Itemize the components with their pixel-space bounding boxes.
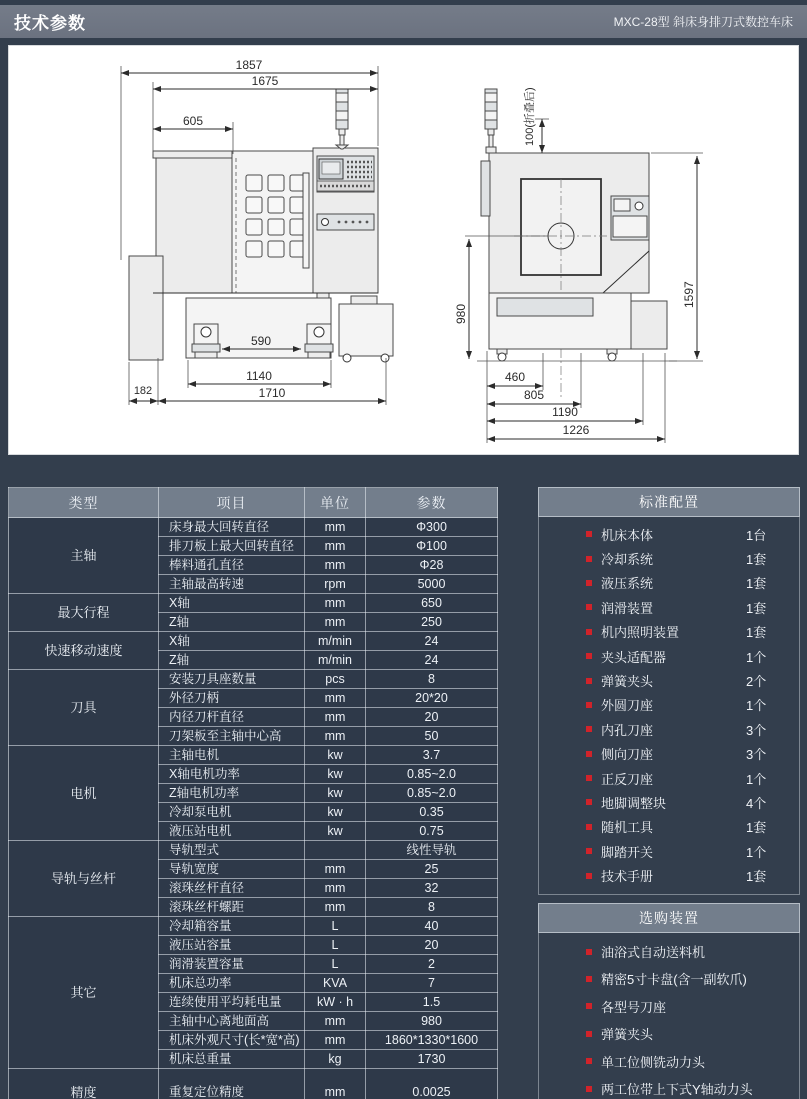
config-item-label: 脚踏开关 <box>601 844 654 860</box>
bullet-icon <box>586 873 592 879</box>
spec-unit-cell: mm <box>305 556 366 575</box>
spec-item-cell: 机床总功率 <box>159 974 305 993</box>
config-item <box>539 938 799 965</box>
spec-item-cell: 棒料通孔直径 <box>159 556 305 575</box>
bullet-icon <box>586 1003 592 1009</box>
section-gap <box>538 895 800 903</box>
dimension-label: 980 <box>454 303 468 324</box>
spec-item-cell: 内径刀杆直径 <box>159 708 305 727</box>
spec-unit-cell: mm <box>305 1012 366 1031</box>
config-item <box>539 717 799 741</box>
config-item <box>539 620 799 644</box>
config-item <box>539 839 799 863</box>
config-item <box>539 668 799 692</box>
spec-unit-cell: pcs <box>305 670 366 689</box>
spec-item-cell: 连续使用平均耗电量 <box>159 993 305 1012</box>
spec-value-cell: 线性导轨 <box>366 841 498 860</box>
dimension-label: 1675 <box>251 74 279 88</box>
spec-item-cell: 机床外观尺寸(长*宽*高) <box>159 1031 305 1050</box>
spec-item-cell: 导轨型式 <box>159 841 305 860</box>
spec-item-cell: 液压站电机 <box>159 822 305 841</box>
spec-unit-cell: kW · h <box>305 993 366 1012</box>
spec-unit-cell: KVA <box>305 974 366 993</box>
spec-unit-cell: rpm <box>305 575 366 594</box>
config-item-label: 机内照明装置 <box>601 625 680 641</box>
config-item <box>539 1075 799 1099</box>
config-panel <box>538 487 800 1099</box>
spec-table <box>8 487 498 1099</box>
dimension-label: 1140 <box>246 369 272 383</box>
spec-type-cell: 其它 <box>9 917 159 1069</box>
spec-item-cell: 润滑装置容量 <box>159 955 305 974</box>
spec-value-cell: 20 <box>366 708 498 727</box>
spec-item-cell: Z轴 <box>159 651 305 670</box>
spec-unit-cell: m/min <box>305 632 366 651</box>
spec-unit-cell: kg <box>305 1050 366 1069</box>
bullet-icon <box>586 531 592 537</box>
spec-row <box>9 518 498 537</box>
optional-config-header: 选购装置 <box>538 903 800 933</box>
bullet-icon <box>586 751 592 757</box>
bullet-icon <box>586 556 592 562</box>
config-item-label: 单工位侧铣动力头 <box>601 1054 706 1070</box>
bullet-icon <box>586 775 592 781</box>
spec-type-cell: 主轴 <box>9 518 159 594</box>
bullet-icon <box>586 653 592 659</box>
spec-value-cell: 8 <box>366 898 498 917</box>
spec-unit-cell: kw <box>305 822 366 841</box>
config-item-label: 两工位带上下式Y轴动力头 <box>601 1082 753 1097</box>
spec-unit-cell: mm <box>305 860 366 879</box>
spec-item-cell: 主轴电机 <box>159 746 305 765</box>
spec-value-cell: 40 <box>366 917 498 936</box>
config-item-qty: 1台 <box>746 527 767 543</box>
spec-unit-cell: mm <box>305 537 366 556</box>
config-item <box>539 766 799 790</box>
config-item-qty: 1个 <box>746 649 767 665</box>
side-view <box>454 87 703 443</box>
bullet-icon <box>586 848 592 854</box>
spec-unit-cell: mm <box>305 613 366 632</box>
config-item-label: 地脚调整块 <box>601 795 667 811</box>
spec-unit-cell: L <box>305 955 366 974</box>
config-item <box>539 693 799 717</box>
spec-type-cell: 导轨与丝杆 <box>9 841 159 917</box>
config-item-qty: 3个 <box>746 747 767 763</box>
spec-unit-cell: L <box>305 917 366 936</box>
dimension-label: 182 <box>133 385 153 397</box>
config-item <box>539 546 799 570</box>
spec-unit-cell: mm <box>305 708 366 727</box>
spec-unit-cell <box>305 841 366 860</box>
bullet-icon <box>586 949 592 955</box>
spec-unit-cell: mm <box>305 594 366 613</box>
config-item-label: 正反刀座 <box>601 771 654 787</box>
config-item <box>539 644 799 668</box>
spec-row <box>9 1069 498 1099</box>
dimension-label: 1226 <box>562 423 590 437</box>
config-item-label: 技术手册 <box>601 869 654 885</box>
spec-value-cell: 1730 <box>366 1050 498 1069</box>
spec-value-cell: Φ100 <box>366 537 498 556</box>
config-item-label: 精密5寸卡盘(含一副软爪) <box>601 972 747 988</box>
config-item-label: 冷却系统 <box>601 552 654 568</box>
spec-value-cell: 24 <box>366 651 498 670</box>
dimension-label: 1857 <box>235 58 263 72</box>
config-item-qty: 3个 <box>746 722 767 738</box>
dimension-label: 1190 <box>552 405 578 419</box>
spec-value-cell: 20*20 <box>366 689 498 708</box>
spec-row <box>9 841 498 860</box>
spec-value-cell: 5000 <box>366 575 498 594</box>
col-header-item: 项目 <box>159 488 305 518</box>
spec-value-cell: 250 <box>366 613 498 632</box>
spec-row <box>9 632 498 651</box>
config-item-qty: 1套 <box>746 820 767 836</box>
spec-table-body <box>9 518 498 1099</box>
spec-row <box>9 670 498 689</box>
spec-item-cell: 排刀板上最大回转直径 <box>159 537 305 556</box>
technical-drawing-panel <box>8 45 799 455</box>
config-item-label: 液压系统 <box>601 576 654 592</box>
machine-drawing <box>9 46 800 456</box>
spec-row <box>9 594 498 613</box>
config-item-label: 弹簧夹头 <box>601 1027 654 1043</box>
spec-value-cell: 50 <box>366 727 498 746</box>
spec-item-cell: X轴电机功率 <box>159 765 305 784</box>
spec-unit-cell: m/min <box>305 651 366 670</box>
spec-value-cell: 1.5 <box>366 993 498 1012</box>
config-item <box>539 742 799 766</box>
col-header-param: 参数 <box>366 488 498 518</box>
config-item-label: 各型号刀座 <box>601 999 667 1015</box>
optional-config-list <box>538 933 800 1099</box>
bullet-icon <box>586 1031 592 1037</box>
config-item <box>539 993 799 1020</box>
dimension-label: 590 <box>250 334 272 348</box>
config-item-label: 机床本体 <box>601 527 654 543</box>
spec-value-cell: 20 <box>366 936 498 955</box>
spec-unit-cell: mm <box>305 518 366 537</box>
dimension-label: 100(折叠后) <box>524 87 536 146</box>
config-item-label: 弹簧夹头 <box>601 674 654 690</box>
spec-item-cell: 液压站容量 <box>159 936 305 955</box>
config-item <box>539 522 799 546</box>
config-item-label: 夹头适配器 <box>601 649 667 665</box>
config-item <box>539 863 799 887</box>
config-item-label: 油浴式自动送料机 <box>601 945 706 961</box>
config-item-qty: 1个 <box>746 844 767 860</box>
dimension-label: 1597 <box>682 281 696 308</box>
config-item <box>539 1047 799 1074</box>
spec-item-cell: 主轴中心离地面高 <box>159 1012 305 1031</box>
hydraulic-unit <box>611 196 649 240</box>
config-item-label: 润滑装置 <box>601 600 654 616</box>
page-title: 技术参数 <box>14 14 86 33</box>
spec-row <box>9 746 498 765</box>
spec-unit-cell: mm <box>305 727 366 746</box>
spec-item-cell: 安装刀具座数量 <box>159 670 305 689</box>
config-item <box>539 1020 799 1047</box>
spec-value-cell: 8 <box>366 670 498 689</box>
spec-value-cell: Φ300 <box>366 518 498 537</box>
config-item-qty: 1个 <box>746 698 767 714</box>
col-header-unit: 单位 <box>305 488 366 518</box>
config-item-qty: 1套 <box>746 625 767 641</box>
config-item <box>539 965 799 992</box>
spec-item-cell: 刀架板至主轴中心高 <box>159 727 305 746</box>
spec-unit-cell: kw <box>305 746 366 765</box>
spec-value-cell: 1860*1330*1600 <box>366 1031 498 1050</box>
spec-value-cell: 0.75 <box>366 822 498 841</box>
config-item <box>539 595 799 619</box>
spec-unit-cell: mm <box>305 879 366 898</box>
bullet-icon <box>586 1086 592 1092</box>
spec-value-cell: Φ28 <box>366 556 498 575</box>
spec-type-cell: 快速移动速度 <box>9 632 159 670</box>
spec-type-cell: 刀具 <box>9 670 159 746</box>
spec-item-cell: X轴 <box>159 594 305 613</box>
config-item-label: 侧向刀座 <box>601 747 654 763</box>
spec-item-cell: 机床总重量 <box>159 1050 305 1069</box>
spec-unit-cell: kw <box>305 784 366 803</box>
spec-unit-cell: kw <box>305 765 366 784</box>
standard-config-list <box>538 517 800 895</box>
spec-value-cell: 980 <box>366 1012 498 1031</box>
spec-item-cell: 冷却箱容量 <box>159 917 305 936</box>
spec-unit-cell: mm <box>305 689 366 708</box>
spec-item-cell: 主轴最高转速 <box>159 575 305 594</box>
config-item-label: 内孔刀座 <box>601 722 654 738</box>
dimension-label: 460 <box>504 370 526 384</box>
machine-model-label: MXC-28型 斜床身排刀式数控车床 <box>613 15 793 29</box>
spec-item-cell: 冷却泵电机 <box>159 803 305 822</box>
front-view <box>121 58 393 405</box>
spec-value-cell: 7 <box>366 974 498 993</box>
config-item-qty: 2个 <box>746 674 767 690</box>
bullet-icon <box>586 629 592 635</box>
spec-value-cell: 0.0025 <box>366 1069 498 1099</box>
spec-unit-cell: mm <box>305 898 366 917</box>
config-item-qty: 1套 <box>746 869 767 885</box>
spec-type-cell: 精度 <box>9 1069 159 1099</box>
spec-item-cell: 导轨宽度 <box>159 860 305 879</box>
bullet-icon <box>586 604 592 610</box>
config-item <box>539 790 799 814</box>
config-item-label: 随机工具 <box>601 820 654 836</box>
spec-item-cell: Z轴电机功率 <box>159 784 305 803</box>
col-header-type: 类型 <box>9 488 159 518</box>
spec-table-header-row <box>9 488 498 518</box>
dimension-label: 1710 <box>258 386 286 400</box>
config-item-qty: 4个 <box>746 795 767 811</box>
spec-item-cell: 床身最大回转直径 <box>159 518 305 537</box>
spec-value-cell: 32 <box>366 879 498 898</box>
signal-tower-icon <box>336 89 348 149</box>
spec-value-cell: 2 <box>366 955 498 974</box>
spec-unit-cell: L <box>305 936 366 955</box>
bullet-icon <box>586 824 592 830</box>
bullet-icon <box>586 580 592 586</box>
spec-item-cell: X轴 <box>159 632 305 651</box>
spec-value-cell: 0.85~2.0 <box>366 765 498 784</box>
spec-value-cell: 0.85~2.0 <box>366 784 498 803</box>
spec-value-cell: 3.7 <box>366 746 498 765</box>
dimension-label: 805 <box>523 388 545 402</box>
standard-config-header: 标准配置 <box>538 487 800 517</box>
spec-unit-cell: mm <box>305 1069 366 1099</box>
config-item <box>539 815 799 839</box>
bullet-icon <box>586 702 592 708</box>
config-item-qty: 1套 <box>746 552 767 568</box>
spec-type-cell: 电机 <box>9 746 159 841</box>
dimension-label: 605 <box>182 114 204 128</box>
signal-tower-icon <box>485 89 497 153</box>
bullet-icon <box>586 976 592 982</box>
config-item-qty: 1套 <box>746 576 767 592</box>
header-bar <box>0 5 807 38</box>
bullet-icon <box>586 678 592 684</box>
spec-value-cell: 24 <box>366 632 498 651</box>
spec-item-cell: Z轴 <box>159 613 305 632</box>
config-item-qty: 1个 <box>746 771 767 787</box>
config-item <box>539 571 799 595</box>
spec-item-cell: 外径刀柄 <box>159 689 305 708</box>
bullet-icon <box>586 1058 592 1064</box>
spec-item-cell: 滚珠丝杆螺距 <box>159 898 305 917</box>
spec-item-cell: 重复定位精度 <box>159 1069 305 1099</box>
config-item-label: 外圆刀座 <box>601 698 654 714</box>
spec-type-cell: 最大行程 <box>9 594 159 632</box>
spec-unit-cell: mm <box>305 1031 366 1050</box>
spec-value-cell: 25 <box>366 860 498 879</box>
bullet-icon <box>586 726 592 732</box>
spec-row <box>9 917 498 936</box>
spec-value-cell: 650 <box>366 594 498 613</box>
spec-value-cell: 0.35 <box>366 803 498 822</box>
spec-item-cell: 滚珠丝杆直径 <box>159 879 305 898</box>
bullet-icon <box>586 799 592 805</box>
config-item-qty: 1套 <box>746 600 767 616</box>
spec-unit-cell: kw <box>305 803 366 822</box>
